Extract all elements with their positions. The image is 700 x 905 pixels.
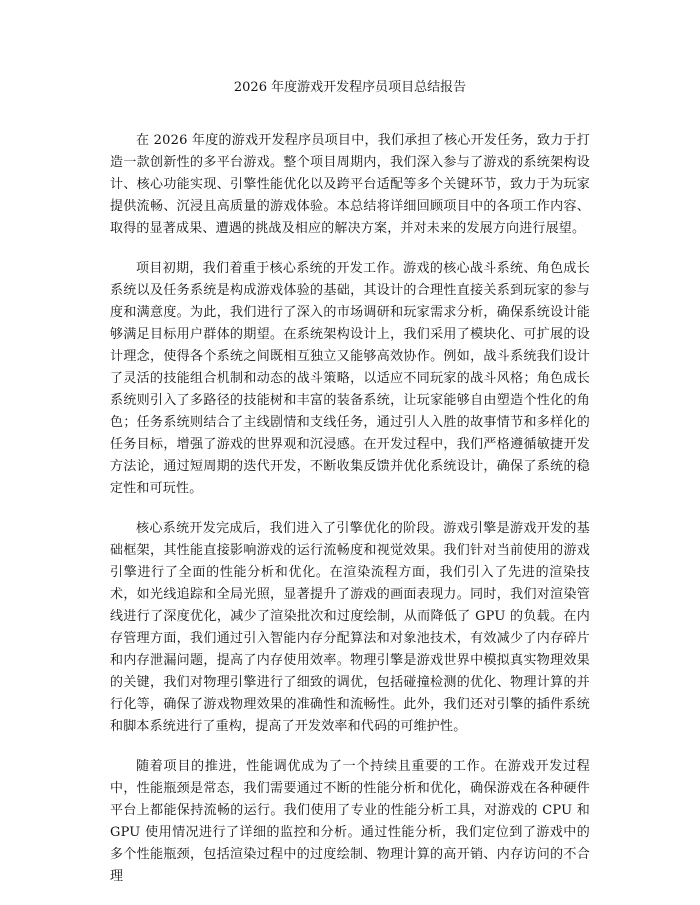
paragraph-intro: 在 2026 年度的游戏开发程序员项目中，我们承担了核心开发任务，致力于打造一款创新性的多平台游戏。整个项目周期内，我们深入参与了游戏的系统架构设计、核心功能实现、引擎性能优化以及跨平台适配等多个关键环节，致力于为玩家提供流畅、沉浸且高质量的游戏体验。本总结将详细回顾项目中的各项工作内容、取得的显著成果、遭遇的挑战及相应的解决方案，并对未来的发展方向进行展望。 [110,133,590,236]
paragraph-core-systems: 项目初期，我们着重于核心系统的开发工作。游戏的核心战斗系统、角色成长系统以及任务系统是构成游戏体验的基础，其设计的合理性直接关系到玩家的参与度和满意度。为此，我们进行了深入的市场调研和玩家需求分析，确保系统设计能够满足目标用户群体的期望。在系统架构设计上，我们采用了模块化、可扩展的设计理念，使得各个系统之间既相互独立又能够高效协作。例如，战斗系统我们设计了灵活的技能组合机制和动态的战斗策略，以适应不同玩家的战斗风格；角色成长系统则引入了多路径的技能树和丰富的装备系统，让玩家能够自由塑造个性化的角色；任务系统则结合了主线剧情和支线任务，通过引人入胜的故事情节和多样化的任务目标，增强了游戏的世界观和沉浸感。在开发过程中，我们严格遵循敏捷开发方法论，通过短周期的迭代开发，不断收集反馈并优化系统设计，确保了系统的稳定性和可玩性。 [110,261,590,496]
document-title: 2026 年度游戏开发程序员项目总结报告 [233,80,467,95]
paragraph-performance-tuning: 随着项目的推进，性能调优成为了一个持续且重要的工作。在游戏开发过程中，性能瓶颈是常态，我们需要通过不断的性能分析和优化，确保游戏在各种硬件平台上都能保持流畅的运行。我们使用了专业的性能分析工具，对游戏的 CPU 和 GPU 使用情况进行了详细的监控和分析。通过性能分析，我们定位到了游戏中的多个性能瓶颈，包括渲染过程中的过度绘制、物理计算的高开销、内存访问的不合理 [110,759,590,884]
paragraph-engine-optimization: 核心系统开发完成后，我们进入了引擎优化的阶段。游戏引擎是游戏开发的基础框架，其性能直接影响游戏的运行流畅度和视觉效果。我们针对当前使用的游戏引擎进行了全面的性能分析和优化。在渲染流程方面，我们引入了先进的渲染技术，如光线追踪和全局光照，显著提升了游戏的画面表现力。同时，我们对渲染管线进行了深度优化，减少了渲染批次和过度绘制，从而降低了 GPU 的负载。在内存管理方面，我们通过引入智能内存分配算法和对象池技术，有效减少了内存碎片和内存泄漏问题，提高了内存使用效率。物理引擎是游戏世界中模拟真实物理效果的关键，我们对物理引擎进行了细致的调优，包括碰撞检测的优化、物理计算的并行化等，确保了游戏物理效果的准确性和流畅性。此外，我们还对引擎的插件系统和脚本系统进行了重构，提高了开发效率和代码的可维护性。 [110,521,590,734]
